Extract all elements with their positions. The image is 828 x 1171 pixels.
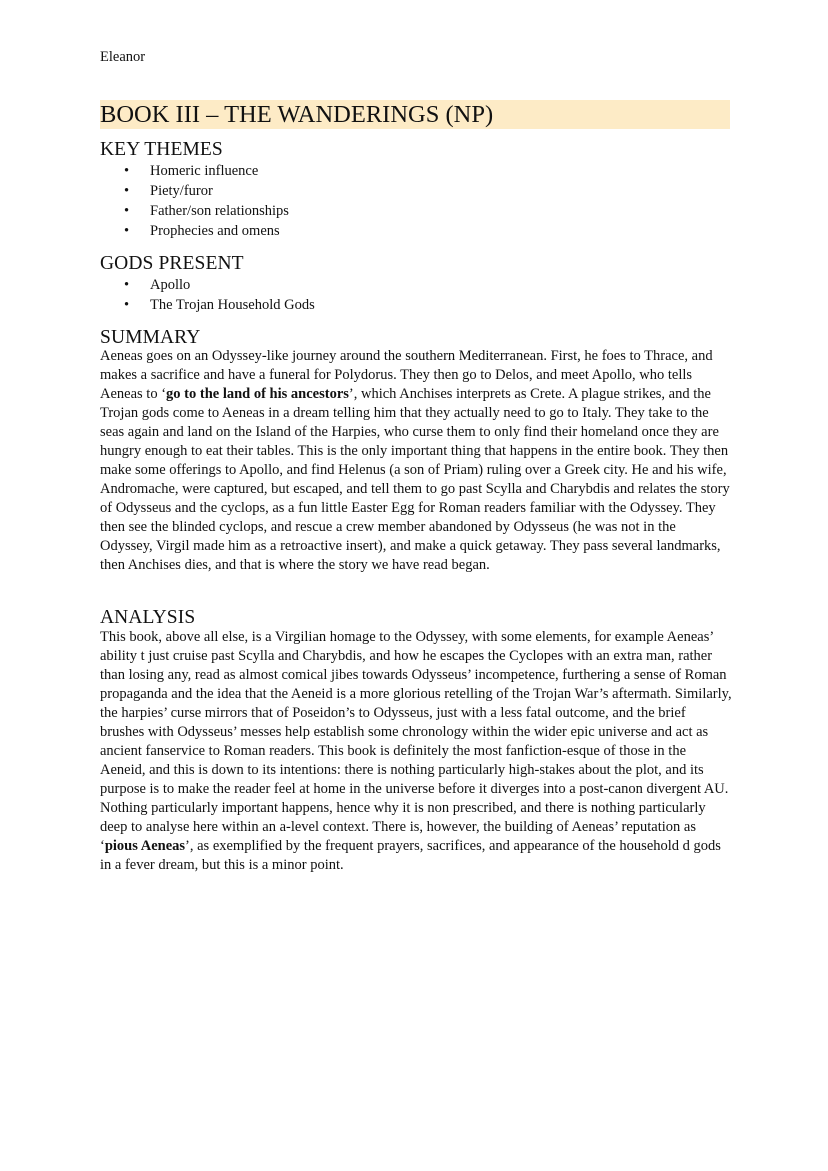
list-item: • Apollo bbox=[124, 277, 191, 293]
bullet-icon: • bbox=[124, 277, 130, 293]
gods-present-list bbox=[100, 275, 315, 315]
bullet-icon: • bbox=[124, 297, 130, 313]
analysis-heading: ANALYSIS bbox=[100, 607, 196, 628]
bullet-icon: • bbox=[124, 163, 130, 179]
bullet-icon: • bbox=[124, 223, 130, 239]
list-item: • Homeric influence bbox=[124, 163, 259, 179]
analysis-paragraph: This book, above all else, is a Virgilian homage to the Odyssey, with some elements, for example Aeneas’ ability t just cruise past Scylla and Charybdis, and how he escapes the Cyclopes with an extra man, rather than losing any, read as almost comical jibes towards Odysseus’ incompetence, furthering a sense of Roman propaganda and the idea that the Aeneid is a more glorious retelling of the Trojan War’s aftermath. Similarly, the harpies’ curse mirrors that of Poseidon’s to Odysseus, just with a less fatal outcome, and the brief brushes with Odysseus’ messes help establish some chronology within the wider epic universe and act as ancient fanservice to Roman readers. This book is definitely the most fanfiction-esque of those in the Aeneid, and this is down to its intentions: there is nothing particularly high-stakes about the plot, and its purpose is to make the reader feel at home in the universe before it diverges into a post-canon divergent AU. Nothing particularly important happens, hence why it is non prescribed, and there is nothing particularly deep to analyse here within an a-level context. There is, however, the building of Aeneas’ reputation as ‘pious Aeneas’, as exemplified by the frequent prayers, sacrifices, and appearance of the household d gods in a fever dream, but this is a minor point. bbox=[100, 629, 732, 873]
analysis-emphasis: pious Aeneas bbox=[104, 838, 186, 854]
page-title: BOOK III – THE WANDERINGS (NP) bbox=[100, 100, 730, 129]
key-themes-list bbox=[100, 161, 289, 241]
key-themes-heading: KEY THEMES bbox=[100, 139, 223, 160]
bullet-icon: • bbox=[124, 203, 130, 219]
author-header: Eleanor bbox=[100, 49, 146, 65]
list-item: • Prophecies and omens bbox=[124, 223, 280, 239]
list-item: • Piety/furor bbox=[124, 183, 213, 199]
summary-heading: SUMMARY bbox=[100, 327, 201, 348]
gods-present-heading: GODS PRESENT bbox=[100, 253, 244, 274]
summary-paragraph: Aeneas goes on an Odyssey-like journey around the southern Mediterranean. First, he foes to Thrace, and makes a sacrifice and have a funeral for Polydorus. They then go to Delos, and meet Apollo, who tells Aeneas to ‘go to the land of his ancestors’, which Anchises interprets as Crete. A plague strikes, and the Trojan gods come to Aeneas in a dream telling him that they actually need to go to Italy. They take to the seas again and land on the Island of the Harpies, who curse them to only find their homeland once they are hungry enough to eat their tables. This is the only important thing that happens in the entire book. They then make some offerings to Apollo, and find Helenus (a son of Priam) ruling over a Greek city. He and his wife, Andromache, were captured, but escaped, and tell them to go past Scylla and Charybdis and relates the story of Odysseus and the cyclops, as a fun little Easter Egg for Roman readers familiar with the Odyssey. They then see the blinded cyclops, and rescue a crew member abandoned by Odysseus (he was not in the Odyssey, Virgil made him as a retroactive insert), and make a quick getaway. They pass several landmarks, then Anchises dies, and that is where the story we have read began. bbox=[100, 348, 730, 573]
list-item: • Father/son relationships bbox=[124, 203, 289, 219]
summary-emphasis: go to the land of his ancestors bbox=[166, 386, 349, 402]
bullet-icon: • bbox=[124, 183, 130, 199]
list-item: • The Trojan Household Gods bbox=[124, 297, 315, 313]
